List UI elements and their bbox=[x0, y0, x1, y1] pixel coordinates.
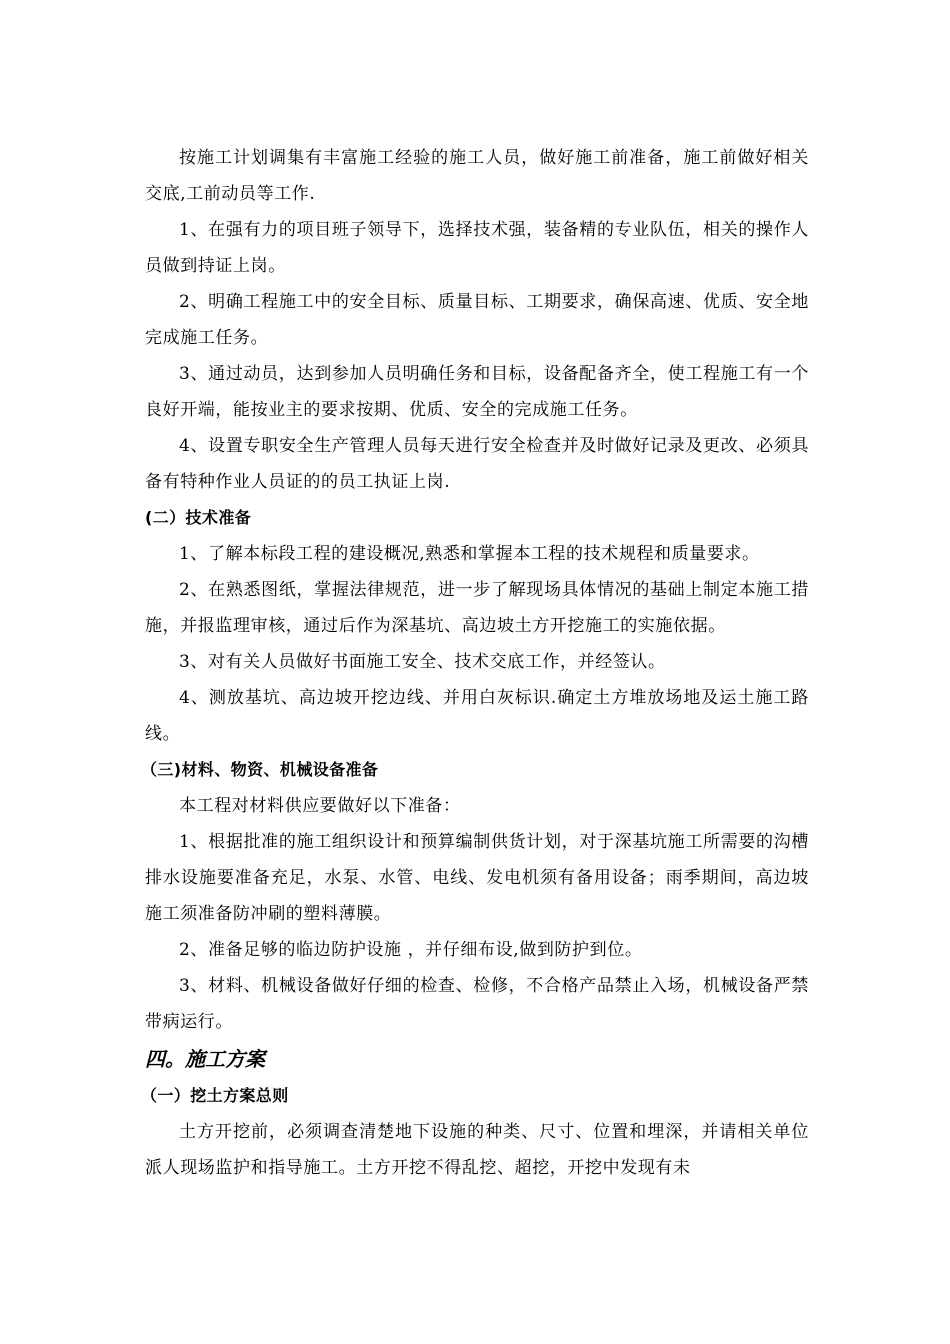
paragraph: 2、明确工程施工中的安全目标、质量目标、工期要求，确保高速、优质、安全地完成施工任务。 bbox=[145, 292, 809, 348]
paragraph: 2、准备足够的临边防护设施 ，并仔细布设,做到防护到位。 bbox=[179, 940, 643, 960]
paragraph: 本工程对材料供应要做好以下准备： bbox=[179, 796, 461, 816]
paragraph: 4、设置专职安全生产管理人员每天进行安全检查并及时做好记录及更改、必须具备有特种作业人员证的的员工执证上岗. bbox=[145, 436, 809, 492]
paragraph: 1、根据批准的施工组织设计和预算编制供货计划，对于深基坑施工所需要的沟槽排水设施要准备充足，水泵、水管、电线、发电机须有备用设备；雨季期间，高边坡施工须准备防冲刷的塑料薄膜。 bbox=[145, 832, 809, 924]
paragraph: 2、在熟悉图纸，掌握法律规范，进一步了解现场具体情况的基础上制定本施工措施，并报监理审核，通过后作为深基坑、高边坡土方开挖施工的实施依据。 bbox=[145, 580, 809, 636]
document-page bbox=[141, 140, 809, 1186]
paragraph: 3、对有关人员做好书面施工安全、技术交底工作，并经签认。 bbox=[179, 652, 666, 672]
paragraph: 1、了解本标段工程的建设概况,熟悉和掌握本工程的技术规程和质量要求。 bbox=[179, 544, 760, 564]
subsection-heading: (二）技术准备 bbox=[145, 508, 252, 527]
paragraph: 1、在强有力的项目班子领导下，选择技术强，装备精的专业队伍，相关的操作人员做到持证上岗。 bbox=[145, 220, 809, 276]
section-title: 四。施工方案 bbox=[145, 1047, 265, 1071]
paragraph: 按施工计划调集有丰富施工经验的施工人员，做好施工前准备，施工前做好相关交底,工前动员等工作. bbox=[145, 148, 809, 204]
paragraph: 土方开挖前，必须调查清楚地下设施的种类、尺寸、位置和埋深，并请相关单位派人现场监护和指导施工。土方开挖不得乱挖、超挖，开挖中发现有未 bbox=[145, 1122, 809, 1178]
paragraph: 4、测放基坑、高边坡开挖边线、并用白灰标识.确定土方堆放场地及运土施工路线。 bbox=[145, 688, 809, 744]
subsection-heading: （三)材料、物资、机械设备准备 bbox=[141, 760, 379, 779]
subsection-heading: （一）挖土方案总则 bbox=[141, 1086, 289, 1105]
paragraph: 3、通过动员，达到参加人员明确任务和目标，设备配备齐全，使工程施工有一个良好开端，能按业主的要求按期、优质、安全的完成施工任务。 bbox=[145, 364, 809, 420]
paragraph: 3、材料、机械设备做好仔细的检查、检修，不合格产品禁止入场，机械设备严禁带病运行。 bbox=[145, 976, 809, 1032]
